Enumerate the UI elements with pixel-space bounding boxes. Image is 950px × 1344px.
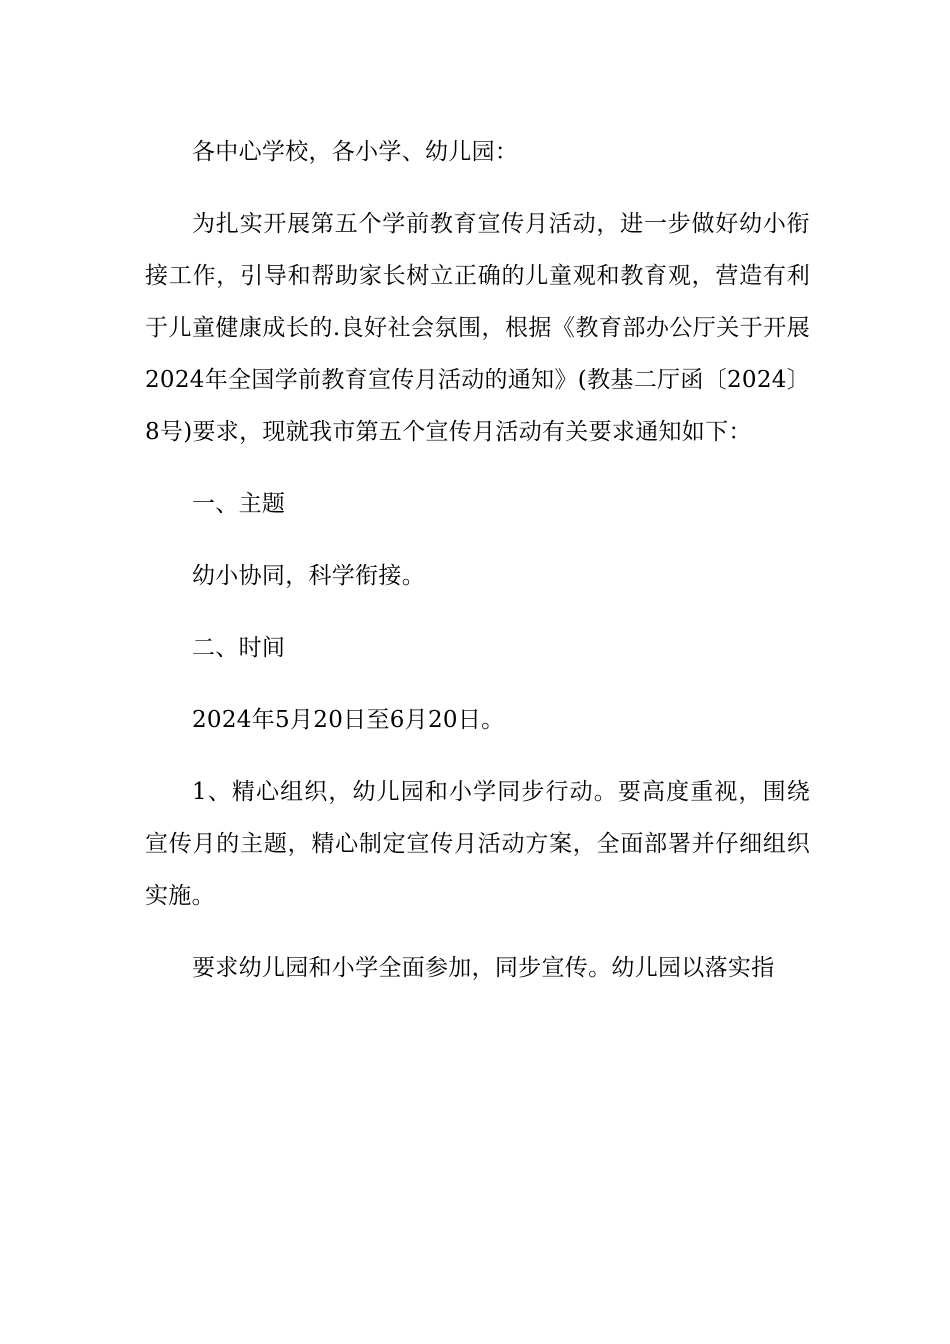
time-text: 2024年5月20日至6月20日。 xyxy=(192,707,505,733)
section-heading-time: 二、时间 xyxy=(192,635,286,661)
section-heading-theme: 一、主题 xyxy=(192,491,286,517)
salutation: 各中心学校，各小学、幼儿园： xyxy=(192,139,519,165)
intro-paragraph: 为扎实开展第五个学前教育宣传月活动，进一步做好幼小衔接工作，引导和帮助家长树立正确的儿童观和教育观，营造有利于儿童健康成长的.良好社会氛围，根据《教育部办公厅关于开展2024年全国学前教育宣传月活动的通知》(教基二厅函〔2024〕8号)要求，现就我市第五个宣传月活动有关要求通知如下： xyxy=(145,211,810,445)
item-1-followup-paragraph: 要求幼儿园和小学全面参加，同步宣传。幼儿园以落实指 xyxy=(192,955,775,981)
theme-text: 幼小协同，科学衔接。 xyxy=(192,563,425,589)
document-body xyxy=(145,126,810,1014)
item-1-paragraph: 1、精心组织，幼儿园和小学同步行动。要高度重视，围绕宣传月的主题，精心制定宣传月活动方案，全面部署并仔细组织实施。 xyxy=(145,779,810,909)
